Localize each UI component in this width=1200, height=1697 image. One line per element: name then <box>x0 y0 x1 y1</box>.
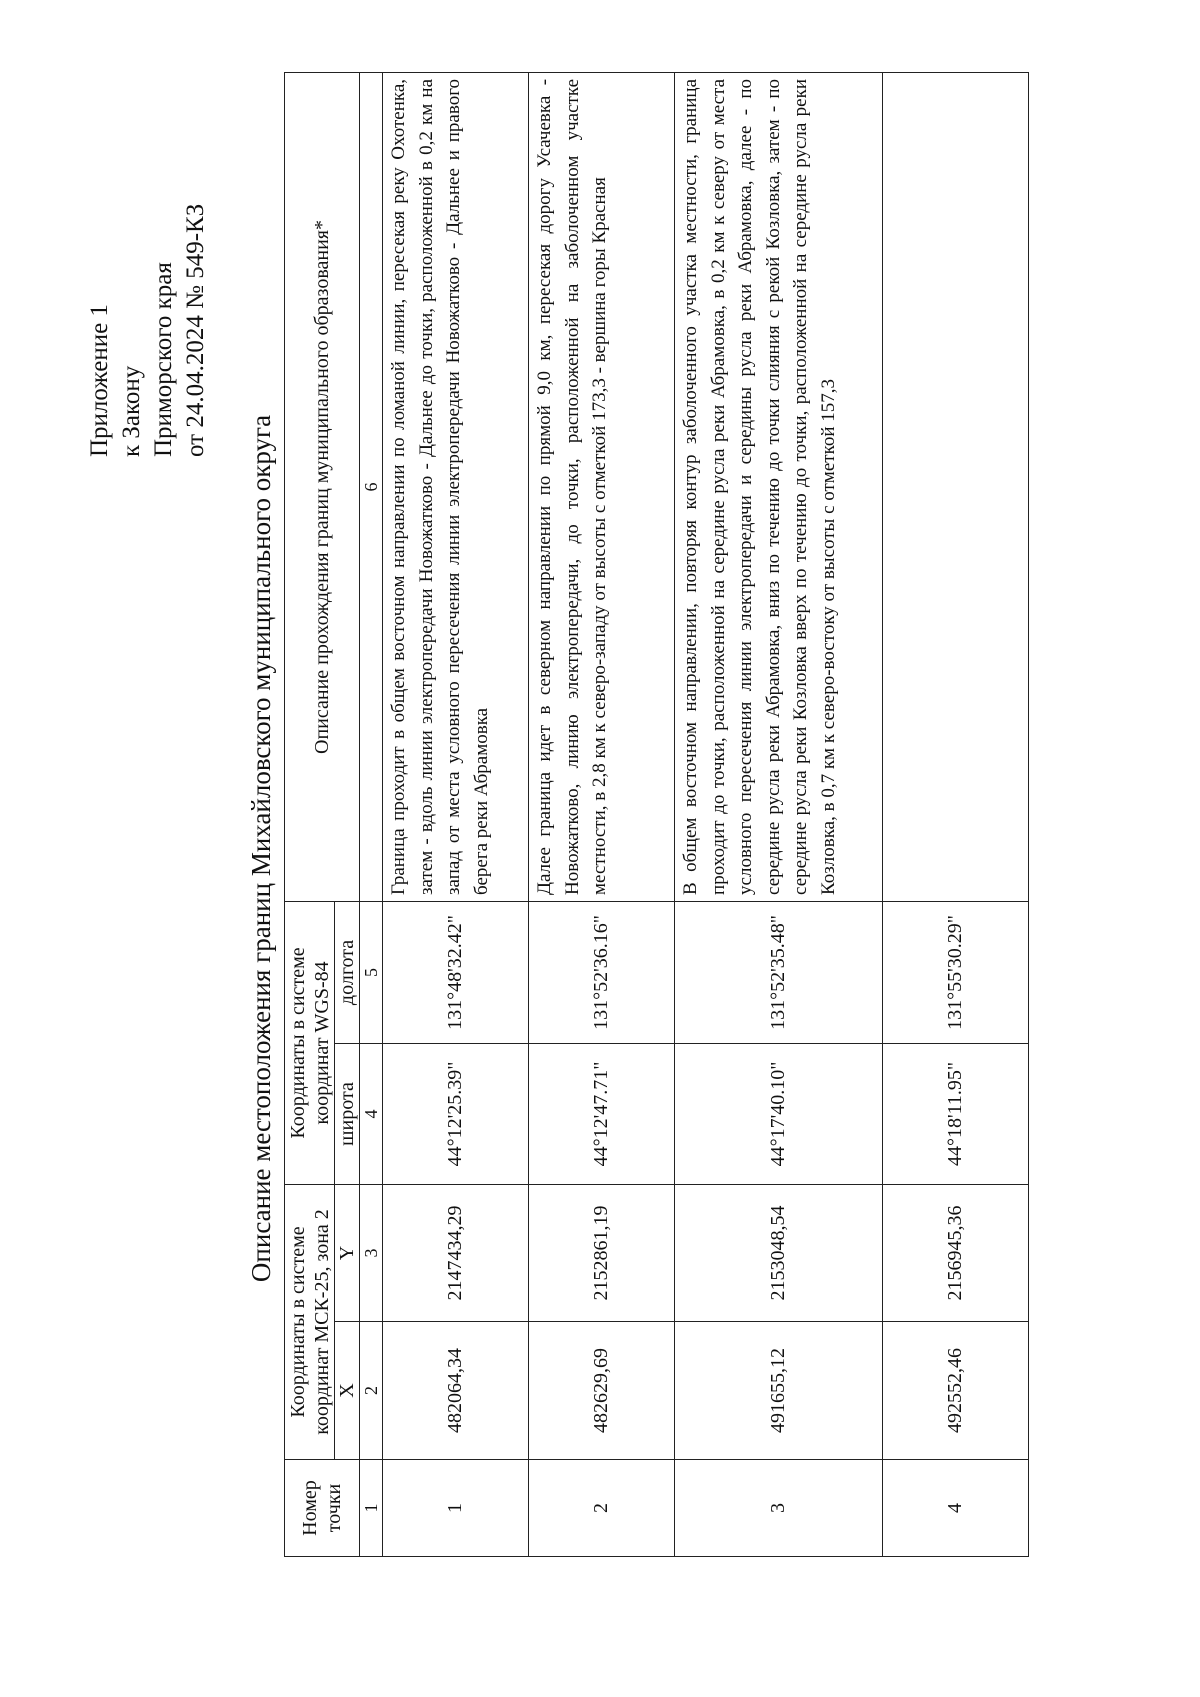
header-point-number: Номер точки <box>285 1460 360 1557</box>
point-number-cell: 3 <box>675 1460 883 1557</box>
column-number: 1 <box>360 1460 383 1557</box>
appendix-line: от 24.04.2024 № 549-КЗ <box>182 203 209 457</box>
longitude-cell: 131°52'35.48" <box>675 901 883 1043</box>
table-row <box>675 72 883 1556</box>
description-cell: В общем восточном направлении, повторяя контур заболоченного участка местности, граница проходит до точки, расположенной на середине русла реки Абрамовка, в 0,2 км к северу от места условного пересечения линии электропередачи и середины русла реки Абрамовка, далее - по середине русла реки Абрамовка, вниз по течению до точки слияния с рекой Козловка, затем - по середине русла реки Козловка вверх по течению до точки, расположенной на середине русла реки Козловка, в 0,7 км к северо-востоку от высоты с отметкой 157,3 <box>675 72 883 901</box>
latitude-cell: 44°12'47.71" <box>529 1043 675 1184</box>
appendix-header <box>84 204 212 457</box>
column-number: 6 <box>360 72 383 901</box>
description-cell: Граница проходит в общем восточном направлении по ломаной линии, пересекая реку Охотенка, затем - вдоль линии электропередачи Новожатково - Дальнее до точки, расположенной в 0,2 км на запад от места условного пересечения линии электропередачи Новожатково - Дальнее и правого берега реки Абрамовка <box>383 72 529 901</box>
y-coordinate-cell: 2147434,29 <box>383 1184 529 1321</box>
header-wgs-coordinates: Координаты в системе координат WGS-84 <box>285 901 335 1184</box>
x-coordinate-cell: 492552,46 <box>883 1322 1029 1460</box>
table-row <box>883 72 1029 1556</box>
appendix-line: Приморского края <box>150 262 177 457</box>
header-y: Y <box>335 1184 360 1321</box>
column-number-row <box>360 72 383 1556</box>
column-number: 4 <box>360 1043 383 1184</box>
appendix-line: к Закону <box>118 365 145 457</box>
header-latitude: широта <box>335 1043 360 1184</box>
longitude-cell: 131°52'36.16" <box>529 901 675 1043</box>
point-number-cell: 1 <box>383 1460 529 1557</box>
table-header-row <box>285 72 335 1556</box>
y-coordinate-cell: 2152861,19 <box>529 1184 675 1321</box>
description-cell: Далее граница идет в северном направлении по прямой 9,0 км, пересекая дорогу Усачевка - Новожатково, линию электропередачи, до точки, расположенной на заболоченном участке местности, в 2,8 км к северо-западу от высоты с отметкой 173,3 - вершина горы Красная <box>529 72 675 901</box>
point-number-cell: 4 <box>883 1460 1029 1557</box>
table-row <box>383 72 529 1556</box>
y-coordinate-cell: 2153048,54 <box>675 1184 883 1321</box>
header-msk-coordinates: Координаты в системе координат МСК-25, зона 2 <box>285 1184 335 1459</box>
latitude-cell: 44°18'11.95" <box>883 1043 1029 1184</box>
latitude-cell: 44°17'40.10" <box>675 1043 883 1184</box>
x-coordinate-cell: 482064,34 <box>383 1322 529 1460</box>
header-description: Описание прохождения границ муниципального образования* <box>285 72 360 901</box>
header-longitude: долгота <box>335 901 360 1043</box>
y-coordinate-cell: 2156945,36 <box>883 1184 1029 1321</box>
longitude-cell: 131°55'30.29" <box>883 901 1029 1043</box>
longitude-cell: 131°48'32.42" <box>383 901 529 1043</box>
description-cell <box>883 72 1029 901</box>
column-number: 3 <box>360 1184 383 1321</box>
x-coordinate-cell: 491655,12 <box>675 1322 883 1460</box>
appendix-line: Приложение 1 <box>86 304 113 457</box>
latitude-cell: 44°12'25.39" <box>383 1043 529 1184</box>
boundary-points-table <box>284 72 1029 1557</box>
header-x: X <box>335 1322 360 1460</box>
table-row <box>529 72 675 1556</box>
column-number: 2 <box>360 1322 383 1460</box>
document-title: Описание местоположения границ Михайловского муниципального округа <box>246 414 276 1283</box>
x-coordinate-cell: 482629,69 <box>529 1322 675 1460</box>
point-number-cell: 2 <box>529 1460 675 1557</box>
column-number: 5 <box>360 901 383 1043</box>
